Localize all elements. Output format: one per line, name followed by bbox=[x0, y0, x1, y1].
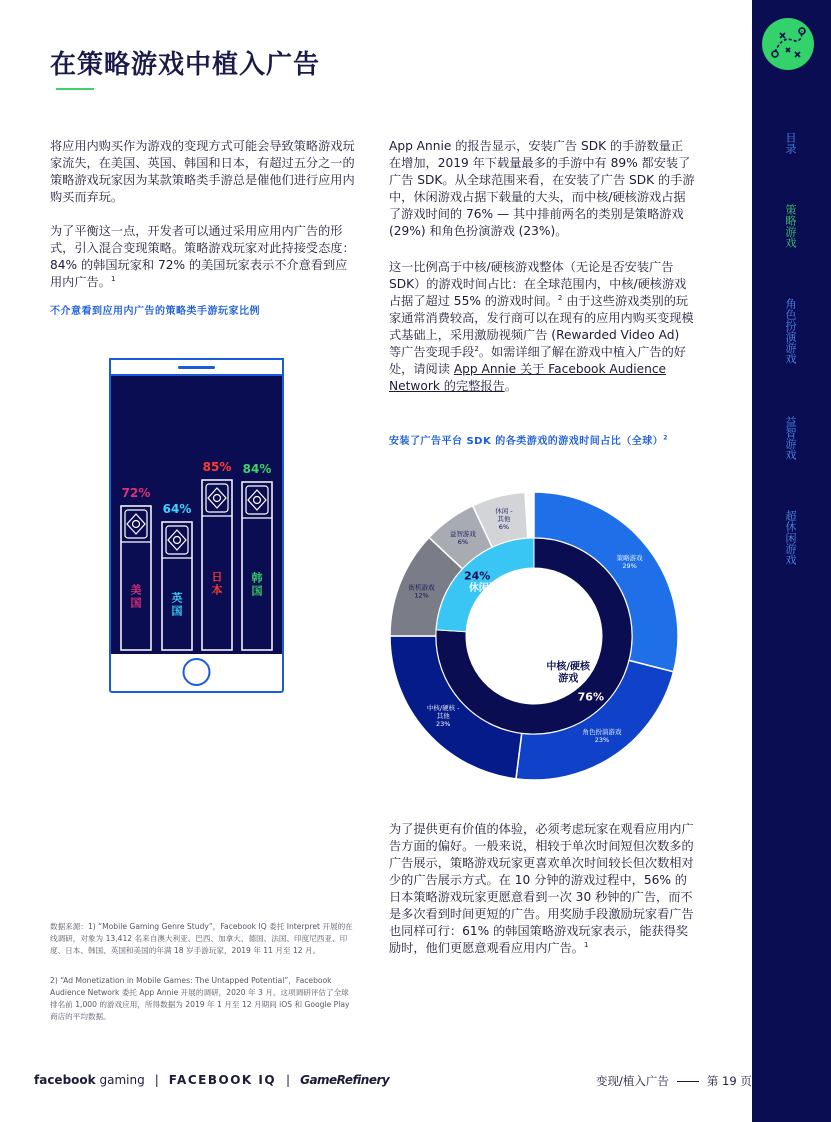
donut-chart-label bbox=[389, 432, 668, 447]
footnote-ref: 2 bbox=[474, 344, 479, 353]
right-paragraph-3 bbox=[389, 821, 695, 957]
donut-chart-label-text: 安装了广告平台 SDK 的各类游戏的游戏时间占比（全球） bbox=[389, 436, 664, 447]
phone-bar-chart bbox=[109, 358, 284, 693]
outer-segment-label: 益智游戏 6% bbox=[449, 530, 476, 547]
phone-chart-svg bbox=[109, 358, 284, 693]
bar-value-label: 85% bbox=[202, 460, 232, 474]
outer-segment-label: 中核/硬核 -其他 23% bbox=[426, 704, 460, 729]
inner-segment-name: 休闲游戏 bbox=[468, 582, 509, 594]
left-paragraph-2 bbox=[50, 223, 356, 291]
right-paragraph-2 bbox=[389, 259, 695, 395]
bar-value-label: 64% bbox=[162, 502, 192, 516]
left-paragraph-1 bbox=[50, 138, 356, 206]
gamerefinery-logo: GameRefinery bbox=[300, 1073, 390, 1087]
footnote-ref: 2 bbox=[663, 434, 668, 442]
inner-segment-percent: 24% bbox=[464, 569, 491, 583]
strategy-play-glyph bbox=[762, 18, 814, 70]
bar-category-label: 美国 bbox=[130, 583, 142, 610]
right-paragraph-3-text: 为了提供更有价值的体验，必须考虑玩家在观看应用内广告方面的偏好。一般来说，相较于单次时间短但次数多的广告展示，策略游戏玩家更喜欢单次时间较长但次数相对少的广告展示方式。在 10 分钟的游戏过程中，56% 的日本策略游戏玩家更愿意看到一次 30 秒钟的广告，而不是多次看到时间更短的广告。用奖励手段激励玩家看广告也同样可行：61% 的韩国策略游戏玩家表示，能获得奖励时，他们更愿意观看应用内广告。 bbox=[389, 822, 694, 955]
bar-value-label: 84% bbox=[242, 462, 272, 476]
page-title: 在策略游戏中植入广告 bbox=[50, 50, 321, 80]
footnote-ref: 1 bbox=[110, 274, 116, 283]
facebook-iq-logo: FACEBOOK IQ bbox=[168, 1073, 277, 1087]
inner-segment-percent: 76% bbox=[577, 690, 604, 704]
strategy-play-icon bbox=[762, 18, 814, 70]
bar-category-label: 英国 bbox=[171, 591, 183, 618]
right-paragraph-1 bbox=[389, 138, 695, 240]
right-paragraph-2b: 由于这些游戏类别的玩家通常消费较高，发行商可以在现有的应用内购买变现模式基础上，采用激励视频广告 (Rewarded Video Ad) 等广告变现手段 bbox=[389, 294, 694, 359]
right-paragraph-1-text: App Annie 的报告显示，安装广告 SDK 的手游数量正在增加，2019 年下载量最多的手游中有 89% 都安装了广告 SDK。从全球范围来看，在安装了广告 SDK 的手游中，休闲游戏占据下载量的大头，而中核/硬核游戏占据了游戏时间的 76% — 其中排前两名的类别是策略游戏 (29%) 和角色扮演游戏 (23%)。 bbox=[389, 139, 695, 238]
sidebar-item-hypercasual[interactable]: 超休闲游戏 bbox=[784, 509, 797, 565]
bar-category-label: 日本 bbox=[211, 570, 223, 597]
footnote-ref: 2 bbox=[557, 293, 563, 302]
gaming-wordmark: gaming bbox=[99, 1073, 145, 1087]
report-link[interactable]: App Annie 关于 Facebook Audience Network 的完整报告 bbox=[389, 362, 667, 393]
phone-speaker bbox=[178, 366, 215, 369]
footnote-2: 2) “Ad Monetization in Mobile Games: The Untapped Potential”，Facebook Audience Network 委托 App Annie 开展的调研，2020 年 3 月。这项调研评估了全球排名前 1,000 的游戏应用，所得数据为 2019 年 1 月至 12 月期间 iOS 和 Google Play 商店的平均数据。 bbox=[50, 976, 350, 1021]
footer-brands bbox=[34, 1073, 389, 1087]
inner-segment-name: 中核/硬核游戏 bbox=[546, 661, 591, 685]
footnote-1: 数据来源：1) “Mobile Gaming Genre Study”，Facebook IQ 委托 Interpret 开展的在线调研，对象为 13,412 名来自澳大利亚、巴西、加拿大、德国、法国、印度尼西亚、印度、日本、韩国、英国和美国的年满 18 岁手游玩家，2019 年 11 月至 12 月。 bbox=[50, 922, 353, 955]
footer-page-info bbox=[596, 1073, 752, 1089]
right-paragraph-2d: 。 bbox=[504, 379, 517, 393]
outer-segment-label: 策略游戏 29% bbox=[616, 553, 643, 570]
facebook-gaming-logo bbox=[34, 1073, 145, 1087]
bar-value-label: 72% bbox=[121, 486, 151, 500]
footnote-ref: 1 bbox=[584, 940, 589, 949]
right-paragraph-2c: 。如需详细了解在游戏中植入广告的好处，请阅读 bbox=[389, 345, 686, 376]
right-paragraph-2a: 这一比例高于中核/硬核游戏整体（无论是否安装广告 SDK）的游戏时间占比：在全球范围内，中核/硬核游戏占据了超过 55% 的游戏时间。 bbox=[389, 260, 687, 308]
sidebar-item-toc[interactable]: 目录 bbox=[784, 132, 797, 154]
outer-segment-label: 街机游戏 12% bbox=[408, 583, 435, 600]
sidebar-item-puzzle[interactable]: 益智游戏 bbox=[784, 416, 797, 460]
footer-section: 变现/植入广告 bbox=[596, 1074, 669, 1088]
phone-home-button bbox=[184, 659, 210, 685]
outer-segment-label: 休闲 -其他 6% bbox=[495, 506, 513, 531]
left-paragraph-2-text: 为了平衡这一点，开发者可以通过采用应用内广告的形式，引入混合变现策略。策略游戏玩家对此持接受态度：84% 的韩国玩家和 72% 的美国玩家表示不介意看到应用内广告。 bbox=[50, 224, 355, 289]
donut-chart bbox=[388, 490, 680, 782]
bar-chart-label: 不介意看到应用内广告的策略类手游玩家比例 bbox=[50, 306, 260, 317]
left-paragraph-1-text: 将应用内购买作为游戏的变现方式可能会导致策略游戏玩家流失，在美国、英国、韩国和日本，有超过五分之一的策略游戏玩家因为某款策略类手游总是催他们进行应用内购买而弃玩。 bbox=[50, 139, 355, 204]
footer-separator: | bbox=[286, 1073, 291, 1087]
bar-category-label: 韩国 bbox=[251, 571, 263, 598]
page-number: 第 19 页 bbox=[706, 1074, 752, 1088]
footer-dash bbox=[677, 1081, 699, 1082]
sidebar-item-rpg[interactable]: 角色扮演游戏 bbox=[784, 298, 797, 364]
title-underline bbox=[56, 88, 94, 90]
donut-chart-svg bbox=[388, 490, 680, 782]
sidebar-item-strategy[interactable]: 策略游戏 bbox=[784, 204, 797, 248]
footer-separator: | bbox=[154, 1073, 159, 1087]
facebook-wordmark: facebook bbox=[34, 1073, 96, 1087]
outer-segment-label: 角色扮演游戏 23% bbox=[582, 728, 622, 745]
